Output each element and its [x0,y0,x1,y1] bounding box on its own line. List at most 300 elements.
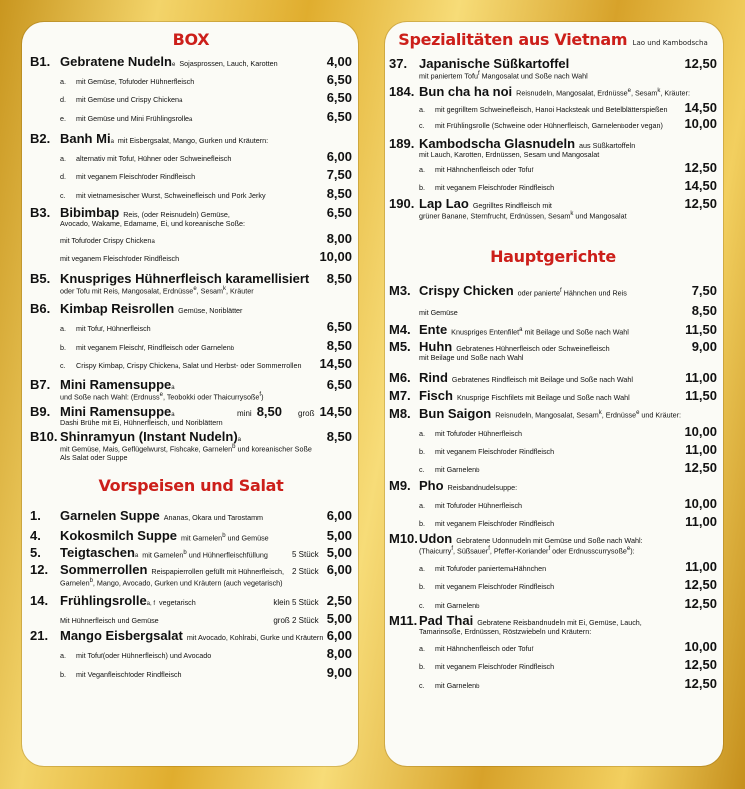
menu-item-b7 [30,378,352,402]
variant-letter: c. [419,121,425,131]
variant-letter: a. [419,644,425,654]
item-number: 12. [30,562,49,578]
desc-text: , Erdnüsse [601,410,637,420]
variant-text: Crispy Kimbap, Crispy Chicken [76,361,176,371]
variant-row [30,232,352,246]
menu-item-184 [389,85,717,132]
item-name: Huhn [419,339,453,355]
size-label-gross: groß [298,409,315,419]
left-menu-panel [22,22,358,766]
menu-item-190 [389,197,717,221]
allergen-mark: b [476,468,480,475]
variant-price: 8,00 [326,231,352,247]
desc-text: , Sesam [631,88,658,98]
item-description-continued: Tamarinsoße, Erdnüssen, Röstzwiebeln und Kräutern: [419,626,592,636]
desc-text: , Sesam [196,286,224,296]
variant-price: 6,00 [326,148,352,164]
allergen-mark: f [132,80,134,87]
item-description-continued: mit Lauch, Karotten, Erdnüssen, Sesam und Mangosalat [419,150,600,160]
item-name: Fisch [419,387,453,403]
menu-item-m4 [389,323,717,337]
allergen-mark: k [598,410,602,417]
item-description: Knusprige Fischfilets mit Beilage und Soße nach Wahl [456,392,630,402]
right-menu-panel [385,22,723,766]
item-name: Crispy Chicken [419,282,514,298]
variant-text: mit veganem Fleisch [60,254,126,264]
variant-price: 8,50 [326,185,352,201]
allergen-mark: e [171,62,176,68]
item-price: 6,00 [326,628,352,644]
variant-text: mit Tofu [60,236,86,246]
variant-text: mit veganem Fleisch [76,342,142,352]
allergen-mark: f [478,71,480,78]
variant-text: mit Garnelen [435,465,477,475]
variant-price: 11,00 [685,442,717,457]
variant-text: mit Gemüse [419,307,458,317]
item-description [181,533,269,542]
menu-item-m3 [389,284,717,318]
desc-text: und Mangosalat [573,211,627,221]
variant-text: oder Hühnerfleisch [133,77,195,87]
item-description-continued: Avocado, Wakame, Edamame, Ei, und koreanische Soße: [60,218,245,228]
variant-text: oder vegan) [624,121,663,131]
desc-text: , Pfeffer-Koriander [489,546,549,556]
variant-text: oder Crispy Chicken [86,236,152,246]
variant-text: , Hühner oder Schweinefleisch [133,153,232,163]
item-number: M8. [389,405,411,421]
menu-item-m8 [389,407,717,476]
variant-row [389,658,717,672]
item-description-continued [30,286,352,296]
allergen-mark: a [189,116,193,123]
menu-item-b5 [30,272,352,296]
variant-price: 10,00 [684,423,717,439]
variant-price: 12,50 [684,460,717,476]
variant-row [389,560,717,574]
item-number: 1. [30,508,41,524]
item-name: Banh Mi [60,130,111,146]
menu-item-m9 [389,479,717,530]
allergen-mark: b [89,577,93,584]
variant-text: mit veganem Fleisch [435,662,501,672]
allergen-mark: f [460,503,462,510]
allergen-mark: a [110,138,114,145]
variant-text: mit veganem Fleisch [435,582,501,592]
variant-letter: b. [60,342,66,352]
item-price: 6,00 [326,562,352,578]
allergen-mark: a [519,326,523,333]
desc-text: und Gemüse [225,533,269,543]
variant-price: 10,00 [319,249,352,265]
variant-price: 10,00 [684,495,717,511]
menu-item-12 [30,563,352,587]
variant-price: 10,00 [684,116,717,132]
item-number: 5. [30,545,41,561]
desc-text: Mangosalat und Soße nach Wahl [479,71,588,81]
variant-text: oder Rindfleisch [502,447,555,456]
allergen-mark: a [510,566,514,573]
variant-letter: d. [60,95,66,105]
menu-item-21 [30,629,352,680]
variant-text: mit Gemüse, Tofu [76,77,133,87]
variant-letter: a. [60,324,66,334]
menu-item-5 [30,546,352,560]
allergen-mark: f [125,257,128,264]
allergen-mark: a [175,364,179,371]
item-description: Gebratenes Hühnerfleisch oder Schweinefleisch [456,344,610,354]
item-description [495,410,681,419]
item-name: Mango Eisbergsalat [60,628,183,644]
item-name: Teigtaschen [60,545,135,561]
item-description: mit Eisbergsalat, Mango, Gurken und Kräutern: [117,135,269,145]
item-number: M7. [389,387,411,403]
variant-text: mit Gemüse und Mini Frühlingsrolle [76,113,190,123]
variant-row [30,320,352,334]
desc-text: und Kräuter: [639,410,681,420]
variant-row [389,497,717,511]
item-number: M3. [389,282,411,298]
variant-text: mit gegrilltem Schweinefleisch, Hanoi Hacksteak und Betelblätterspießen [435,104,668,114]
menu-item-m6 [389,371,717,385]
item-description [451,327,629,336]
allergen-mark: f [500,521,503,528]
variant-row [30,168,352,182]
portion-size: klein 5 Stück [273,598,319,608]
item-name: Sommerrollen [60,562,148,578]
variant-row [389,597,717,611]
item-number: B1. [30,54,51,69]
desc-text: mit paniertem Tofu [419,71,478,81]
section-title-text: Spezialitäten aus Vietnam [398,30,628,49]
variant-row [30,91,352,105]
item-number: 184. [389,83,415,99]
item-description-continued [30,578,352,588]
item-number: B2. [30,130,51,146]
allergen-mark: k [223,285,227,292]
variant-row [389,161,717,175]
desc-text: Reisnudeln, Mangosalat, Sesam [495,410,599,420]
allergen-mark: f [488,546,490,553]
variant-price: 8,50 [326,337,352,353]
desc-text: , Süßsauer [453,546,489,556]
allergen-mark: b [621,124,625,131]
item-number: 21. [30,628,49,644]
variant-letter: e. [60,113,66,123]
menu-item-m10 [389,532,717,611]
desc-text: Knuspriges Entenfilet [451,327,520,337]
item-name: Japanische Süßkartoffel [419,56,570,71]
menu-item-b3 [30,206,352,265]
variant-text: mit Tofu [76,324,102,334]
item-name: Gebratene Nudeln [60,54,172,69]
variant-text: mit Garnelen [435,600,477,610]
variant-text: mit Hähnchenfleisch oder Tofu [435,164,532,174]
item-name: Kimbap Reisrollen [60,301,175,317]
variant-price: 7,50 [326,167,352,183]
item-description [518,288,627,297]
desc-text: mit Garnelen [181,533,223,543]
variant-text: oder Hühnerfleisch [461,428,523,438]
item-description-continued: mit Beilage und Soße nach Wahl [419,353,524,363]
item-price: 6,00 [326,508,352,524]
item-description-continued [389,211,717,221]
variant-text: mit Gemüse und Crispy Chicken [76,95,180,105]
item-description [516,88,690,97]
desc-text: und Hühnerfleischfüllung [186,550,268,560]
variant-row [30,150,352,164]
item-number: 190. [389,196,415,212]
variant-letter: d. [60,172,66,182]
variant-row [30,339,352,353]
allergen-mark: f [141,345,144,352]
variant-price: 8,50 [691,302,717,318]
allergen-mark: f [500,665,503,672]
variant-row [389,461,717,475]
item-price: 4,00 [326,54,352,69]
allergen-mark: a [134,553,139,560]
variant-letter: c. [60,361,66,371]
allergen-mark: f [500,585,503,592]
menu-item-b1 [30,55,352,124]
allergen-mark: f [101,327,103,334]
price-gross: 14,50 [319,404,352,420]
variant-text: , Rindfleisch oder Garnelen [143,342,231,352]
desc-text: Garnelen [60,577,90,587]
item-number: M10. [389,531,418,547]
price-mini: 8,50 [256,404,282,420]
item-name: Udon [419,531,453,547]
desc-text: Reisnudeln, Mangosalat, Erdnüsse [516,88,628,98]
desc-text: , Kräuter [226,286,254,296]
allergen-mark: b [476,603,480,610]
desc-text: ) [261,392,264,402]
allergen-mark: f [460,566,462,573]
desc-text: mit Beilage und Soße nach Wahl [522,327,629,337]
item-name: Kambodscha Glasnudeln [419,136,576,152]
item-name: Ente [419,322,448,338]
variant-text: Hähnchen [513,563,547,573]
variant-price: 6,50 [326,108,352,124]
variant-price: 14,50 [319,356,352,372]
item-name: Frühlingsrolle [60,593,147,609]
item-description: Gebratenes Rindfleisch mit Beilage und Soße nach Wahl [451,374,634,384]
variant-row [389,101,717,115]
variant-price: 8,00 [326,646,352,662]
item-description: mit Avocado, Kohlrabi, Gurke und Kräutern [186,633,324,643]
variant-text: mit Tofu [435,500,461,510]
variant-letter: a. [419,104,425,114]
allergen-mark: f [531,167,534,174]
allergen-mark: a, f [146,601,156,608]
variant-letter: c. [60,190,66,200]
allergen-mark: e [627,88,631,95]
variant-row [389,425,717,439]
menu-item-37 [389,57,717,81]
variant-text: oder Rindfleisch [502,518,555,528]
allergen-mark: f [548,546,551,553]
item-number: 4. [30,528,41,544]
item-name: Kokosmilch Suppe [60,528,178,544]
menu-item-m7 [389,389,717,403]
item-price: 5,00 [326,545,352,561]
section-title-spezial [389,30,717,49]
item-price: 11,00 [685,369,717,385]
item-number: 189. [389,136,415,152]
variant-text: mit veganem Fleisch [76,172,142,182]
allergen-mark: b [230,345,235,352]
item-description: Reisbandnudelsuppe: [447,482,518,492]
variant-row [389,677,717,691]
item-description-continued: Mit Hühnerfleisch und Gemüse [60,616,159,626]
desc-text: , Mango, Avocado, Gurken und Kräutern (auch vegetarisch) [92,577,283,587]
variant-letter: a. [419,563,425,573]
variant-text: , Salat und Herbst- oder Sommerrollen [178,361,302,371]
item-name: Rind [419,369,448,385]
desc-text: oder panierte [517,287,561,297]
item-description: Reispapierrollen gefüllt mit Hühnerfleisch, [151,567,285,577]
item-description: Sojasprossen, Lauch, Karotten [179,59,278,68]
variant-row [389,443,717,457]
variant-letter: a. [419,428,425,438]
item-description: Reis, (oder Reisnudeln) Gemüse, [123,209,230,219]
variant-price: 12,50 [684,577,717,593]
menu-item-b9 [30,405,352,427]
variant-price: 6,50 [326,72,352,88]
item-price: 9,00 [691,339,717,355]
variant-text: , Hühnerfleisch [102,324,151,334]
item-price: 12,50 [684,56,717,71]
desc-text: grüner Banane, Sternfrucht, Erdnüssen, Sesam [419,211,571,221]
variant-letter: a. [60,651,66,661]
item-name: Mini Ramensuppe [60,404,172,420]
item-price: 11,50 [685,387,717,403]
item-name: Pad Thai [419,612,474,628]
variant-letter: c. [419,465,425,475]
allergen-mark: e [636,410,640,417]
item-number: B6. [30,301,51,317]
portion-size: groß 2 Stück [273,616,319,626]
item-number: M6. [389,369,411,385]
variant-text: mit Garnelen [435,680,477,690]
allergen-mark: f [560,287,562,294]
allergen-mark: f [85,239,87,246]
section-title-box: BOX [172,30,210,49]
desc-text: oder Tofu mit Reis, Mangosalat, Erdnüsse [60,286,194,296]
item-price: 6,50 [326,204,352,220]
variant-price: 6,50 [326,90,352,106]
item-name: Lap Lao [419,196,469,212]
item-price: 7,50 [691,282,717,298]
variant-text: alternativ mit Tofu [76,153,133,163]
item-description: Gebratene Reisbandnudeln mit Ei, Gemüse, Lauch, [477,617,642,627]
item-number: 37. [389,56,408,71]
variant-price: 11,00 [685,513,717,529]
variant-text: mit Tofu [76,651,102,661]
item-number: M4. [389,322,411,338]
variant-row [389,578,717,592]
item-price: 8,50 [326,429,352,445]
variant-letter: a. [60,153,66,163]
variant-row [30,666,352,680]
variant-row [30,187,352,201]
variant-row [389,304,717,318]
variant-text: mit vietnamesischer Wurst, Schweinefleisch und Pork Jerky [76,190,266,200]
variant-text: mit veganem Fleisch [435,447,501,456]
item-description: vegetarisch [159,598,196,608]
allergen-mark: b [183,550,187,557]
item-price: 5,00 [326,528,352,544]
item-description: Gemüse, Noriblätter [178,306,243,316]
allergen-mark: e [193,285,197,292]
item-price: 12,50 [684,196,717,212]
variant-letter: c. [419,600,425,610]
item-name: Shinramyun (Instant Nudeln) [60,429,238,445]
item-description: Gegrilltes Rindfleisch mit [472,201,552,211]
allergen-mark: k [657,88,661,95]
menu-item-b2 [30,132,352,201]
variant-price: 12,50 [684,595,717,611]
item-name: Mini Ramensuppe [60,377,172,393]
allergen-mark: f [500,185,503,192]
desc-text: , Teobokki oder Thaicurrysoße [162,392,260,402]
allergen-mark: f [531,647,534,654]
variant-text: oder Hühnerfleisch [461,500,523,510]
variant-text: oder Rindfleisch [143,172,196,182]
variant-price: 12,50 [684,675,717,691]
variant-text: mit Tofu [435,563,461,573]
item-description: aus Süßkartoffeln [579,141,636,151]
allergen-mark: f [101,654,103,661]
allergen-mark: a [171,412,175,419]
item-description-continued [389,546,717,556]
variant-letter: b. [419,182,425,192]
menu-item-b10 [30,430,352,462]
variant-text: mit Hähnchenfleisch oder Tofu [435,644,532,654]
item-description-continued [389,71,717,81]
item-number: 14. [30,593,49,609]
variant-price: 14,50 [684,99,717,115]
allergen-mark: e [159,392,163,399]
menu-item-m11 [389,614,717,691]
variant-row [30,73,352,87]
desc-text: (Thaicurry [419,546,452,556]
allergen-mark: f [128,672,131,679]
item-name: Bun cha ha noi [419,83,513,99]
allergen-mark: f [141,175,144,182]
section-title-vorspeisen: Vorspeisen und Salat [98,476,284,496]
item-description-continued: Dashi Brühe mit Ei, Hühnerfleisch, und Noriblättern [60,418,223,428]
variant-letter: a. [419,164,425,174]
desc-text: und Soße nach Wahl: (Erdnuss [60,392,160,402]
section-title-haupt: Hauptgerichte [490,246,616,266]
item-number: B3. [30,204,51,220]
portion-size: 2 Stück [292,567,319,577]
item-number: B10. [30,429,58,445]
item-description: Gebratene Udonnudeln mit Gemüse und Soße nach Wahl: [456,536,643,546]
variant-text: mit Veganfleisch [76,669,129,679]
variant-row [389,640,717,654]
item-description-continued: Als Salat oder Suppe [60,453,128,463]
variant-text: oder Rindfleisch [502,182,555,192]
variant-price: 12,50 [684,657,717,673]
allergen-mark: k [570,211,574,218]
variant-price: 9,00 [326,664,352,680]
menu-item-4 [30,529,352,543]
section-subtitle: Lao und Kambodscha [632,39,708,47]
allergen-mark: e [626,546,631,553]
allergen-mark: a [171,385,175,392]
item-price: 2,50 [326,593,352,609]
